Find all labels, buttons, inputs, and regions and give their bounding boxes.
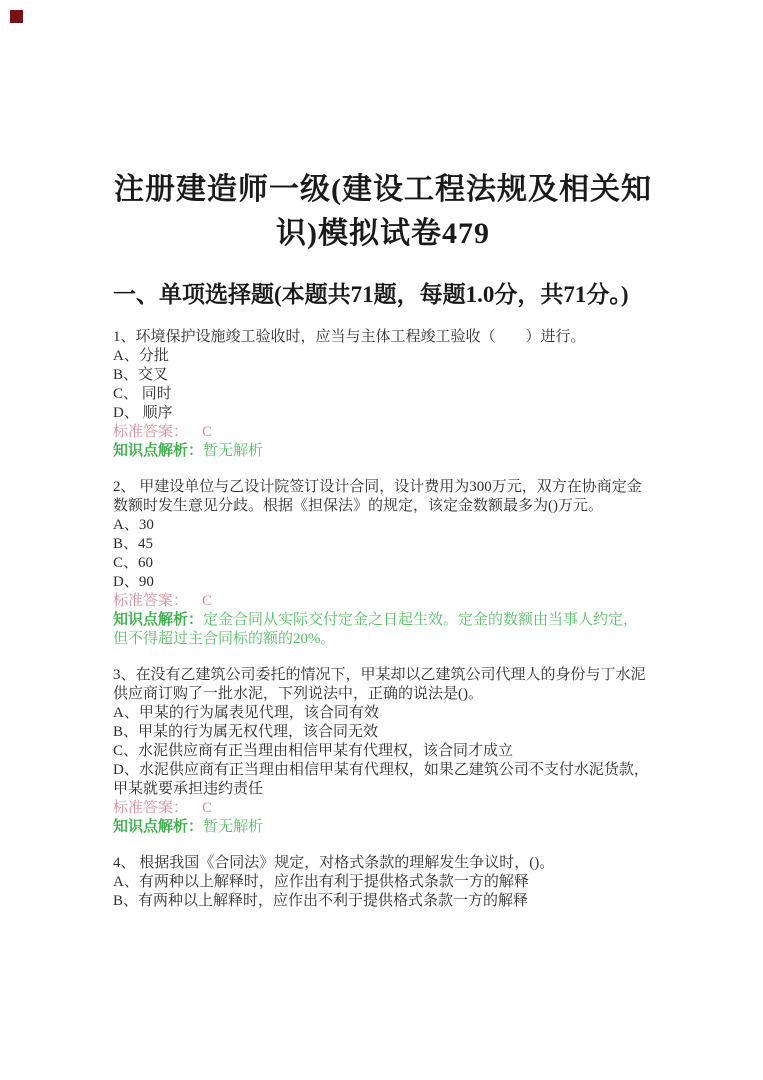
option-a: A、有两种以上解释时，应作出有利于提供格式条款一方的解释 <box>113 874 529 890</box>
question-block-4 <box>113 854 653 911</box>
question-block-2 <box>113 478 653 649</box>
analysis-label: 知识点解析： <box>113 819 204 835</box>
option-b: B、45 <box>113 536 154 552</box>
document-content <box>113 168 653 911</box>
red-square-marker <box>10 10 23 23</box>
answer-value: C <box>202 800 213 816</box>
answer-value: C <box>202 593 213 609</box>
option-a: A、分批 <box>113 348 169 364</box>
answer-label: 标准答案： <box>113 593 189 609</box>
analysis-label: 知识点解析： <box>113 612 204 628</box>
analysis-text: 定金合同从实际交付定金之日起生效。定金的数额由当事人约定，但不得超过主合同标的额的20%。 <box>113 612 639 647</box>
option-d: D、水泥供应商有正当理由相信甲某有代理权，如果乙建筑公司不支付水泥货款，甲某就要承担违约责任 <box>113 762 649 797</box>
analysis-line <box>113 442 653 461</box>
option-c: C、水泥供应商有正当理由相信甲某有代理权，该合同才成立 <box>113 743 514 759</box>
question-stem: 2、 甲建设单位与乙设计院签订设计合同，设计费用为300万元，双方在协商定金数额时发生意见分歧。根据《担保法》的规定，该定金数额最多为()万元。 <box>113 479 642 514</box>
section-heading: 一、单项选择题(本题共71题，每题1.0分，共71分。) <box>113 282 629 307</box>
option-b: B、有两种以上解释时，应作出不利于提供格式条款一方的解释 <box>113 893 529 909</box>
option-d: D、90 <box>113 574 154 590</box>
question-stem: 1、环境保护设施竣工验收时，应当与主体工程竣工验收（ ）进行。 <box>113 329 586 345</box>
analysis-line <box>113 818 653 837</box>
option-c: C、60 <box>113 555 154 571</box>
analysis-label: 知识点解析： <box>113 443 204 459</box>
question-stem: 3、在没有乙建筑公司委托的情况下，甲某却以乙建筑公司代理人的身份与丁水泥供应商订购了一批水泥，下列说法中，正确的说法是()。 <box>113 667 646 702</box>
option-a: A、甲某的行为属表见代理，该合同有效 <box>113 705 379 721</box>
option-b: B、甲某的行为属无权代理，该合同无效 <box>113 724 379 740</box>
answer-line <box>113 799 653 818</box>
answer-label: 标准答案： <box>113 424 189 440</box>
analysis-line <box>113 611 653 649</box>
question-block-1 <box>113 328 653 461</box>
answer-value: C <box>202 424 213 440</box>
answer-line <box>113 592 653 611</box>
analysis-text: 暂无解析 <box>203 443 264 459</box>
answer-line <box>113 423 653 442</box>
page-title: 注册建造师一级(建设工程法规及相关知识)模拟试卷479 <box>114 173 652 250</box>
option-d: D、 顺序 <box>113 405 173 421</box>
option-c: C、 同时 <box>113 386 172 402</box>
question-block-3 <box>113 666 653 837</box>
answer-label: 标准答案： <box>113 800 189 816</box>
option-b: B、交叉 <box>113 367 169 383</box>
option-a: A、30 <box>113 517 154 533</box>
analysis-text: 暂无解析 <box>203 819 264 835</box>
question-stem: 4、 根据我国《合同法》规定，对格式条款的理解发生争议时，()。 <box>113 855 555 871</box>
